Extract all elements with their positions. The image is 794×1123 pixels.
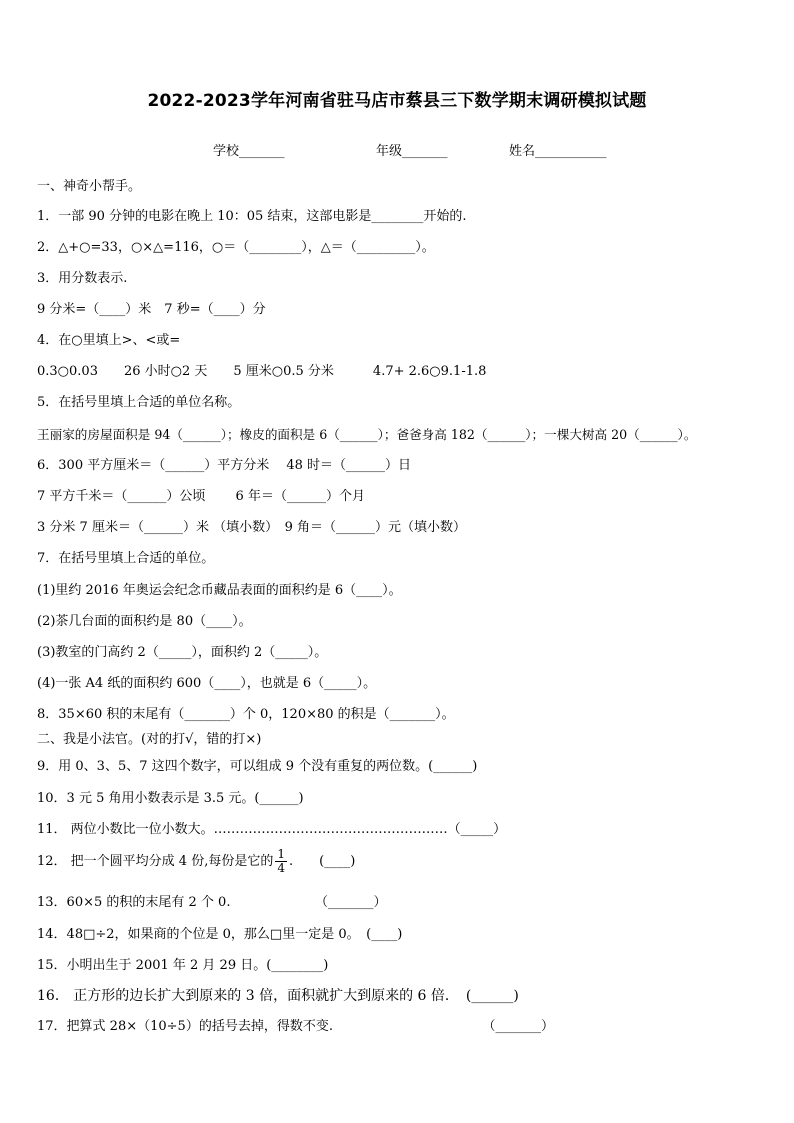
grade-label: 年级 bbox=[376, 144, 403, 159]
question-7-part-2: (2)茶几台面的面积约是 80（____）。 bbox=[37, 614, 252, 629]
question-4-body: 0.3○0.03 26 小时○2 天 5 厘米○0.5 分米 4.7+ 2.6○9.1-1.8 bbox=[37, 364, 487, 379]
fraction-numerator: 1 bbox=[277, 847, 285, 861]
question-12-answer: . (____) bbox=[288, 854, 356, 869]
fraction-denominator: 4 bbox=[277, 861, 285, 875]
question-12 bbox=[37, 848, 355, 875]
question-3-body: 9 分米=（____）米 7 秒=（____）分 bbox=[37, 302, 266, 317]
section-2-title: 二、我是小法官。(对的打√，错的打×) bbox=[37, 732, 262, 747]
question-3: 3．用分数表示. bbox=[37, 271, 128, 286]
question-14: 14．48□÷2，如果商的个位是 0，那么□里一定是 0。 (____) bbox=[37, 927, 403, 942]
page-title: 2022-2023学年河南省驻马店市蔡县三下数学期末调研模拟试题 bbox=[147, 91, 647, 111]
question-5-body: 王丽家的房屋面积是 94（______）；橡皮的面积是 6（______）；爸爸身高 182（______）；一棵大树高 20（______）。 bbox=[37, 427, 697, 442]
question-7-part-4: (4)一张 A4 纸的面积约 600（____），也就是 6（_____）。 bbox=[37, 676, 377, 691]
question-7-part-1: (1)里约 2016 年奥运会纪念币藏品表面的面积约是 6（____）。 bbox=[37, 583, 402, 598]
name-label: 姓名 bbox=[509, 144, 536, 159]
section-1-title: 一、神奇小帮手。 bbox=[37, 179, 142, 194]
question-12-text: 12． 把一个圆平均分成 4 份,每份是它的 bbox=[37, 854, 274, 869]
question-8: 8．35×60 积的末尾有（_______）个 0，120×80 的积是（_______）。 bbox=[37, 707, 455, 722]
question-2: 2．△+○=33，○×△=116，○＝（________），△＝（_________）。 bbox=[37, 240, 435, 255]
fraction bbox=[275, 848, 287, 875]
question-5: 5．在括号里填上合适的单位名称。 bbox=[37, 395, 241, 410]
question-1: 1．一部 90 分钟的电影在晚上 10：05 结束，这部电影是________开始的. bbox=[37, 209, 467, 224]
question-17: 17．把算式 28×（10÷5）的括号去掉，得数不变. （_______） bbox=[37, 1019, 554, 1034]
school-label: 学校 bbox=[213, 144, 240, 159]
question-9: 9．用 0、3、5、7 这四个数字，可以组成 9 个没有重复的两位数。(______) bbox=[37, 759, 478, 774]
question-11: 11． 两位小数比一位小数大。………………………………………………（_____） bbox=[37, 822, 507, 837]
grade-blank: _______ bbox=[402, 144, 448, 159]
question-16: 16． 正方形的边长扩大到原来的 3 倍，面积就扩大到原来的 6 倍． (______) bbox=[37, 988, 519, 1004]
name-field bbox=[509, 140, 607, 159]
school-field bbox=[213, 140, 285, 159]
question-6-body-a: 7 平方千米＝（______）公顷 6 年＝（______）个月 bbox=[37, 489, 365, 504]
question-4: 4．在○里填上>、<或= bbox=[37, 333, 181, 348]
question-6-body-b: 3 分米 7 厘米＝（______）米 （填小数） 9 角＝（______）元（填小数） bbox=[37, 520, 466, 535]
question-15: 15．小明出生于 2001 年 2 月 29 日。(________) bbox=[37, 958, 329, 973]
question-6: 6．300 平方厘米＝（______）平方分米 48 时＝（______）日 bbox=[37, 458, 412, 473]
grade-field bbox=[376, 140, 448, 159]
question-10: 10．3 元 5 角用小数表示是 3.5 元。(______) bbox=[37, 791, 304, 806]
question-13: 13．60×5 的积的末尾有 2 个 0. （_______） bbox=[37, 895, 387, 910]
school-blank: _______ bbox=[239, 144, 285, 159]
question-7: 7．在括号里填上合适的单位。 bbox=[37, 551, 215, 566]
name-blank: ___________ bbox=[535, 144, 607, 159]
question-7-part-3: (3)教室的门高约 2（_____），面积约 2（_____）。 bbox=[37, 645, 328, 660]
